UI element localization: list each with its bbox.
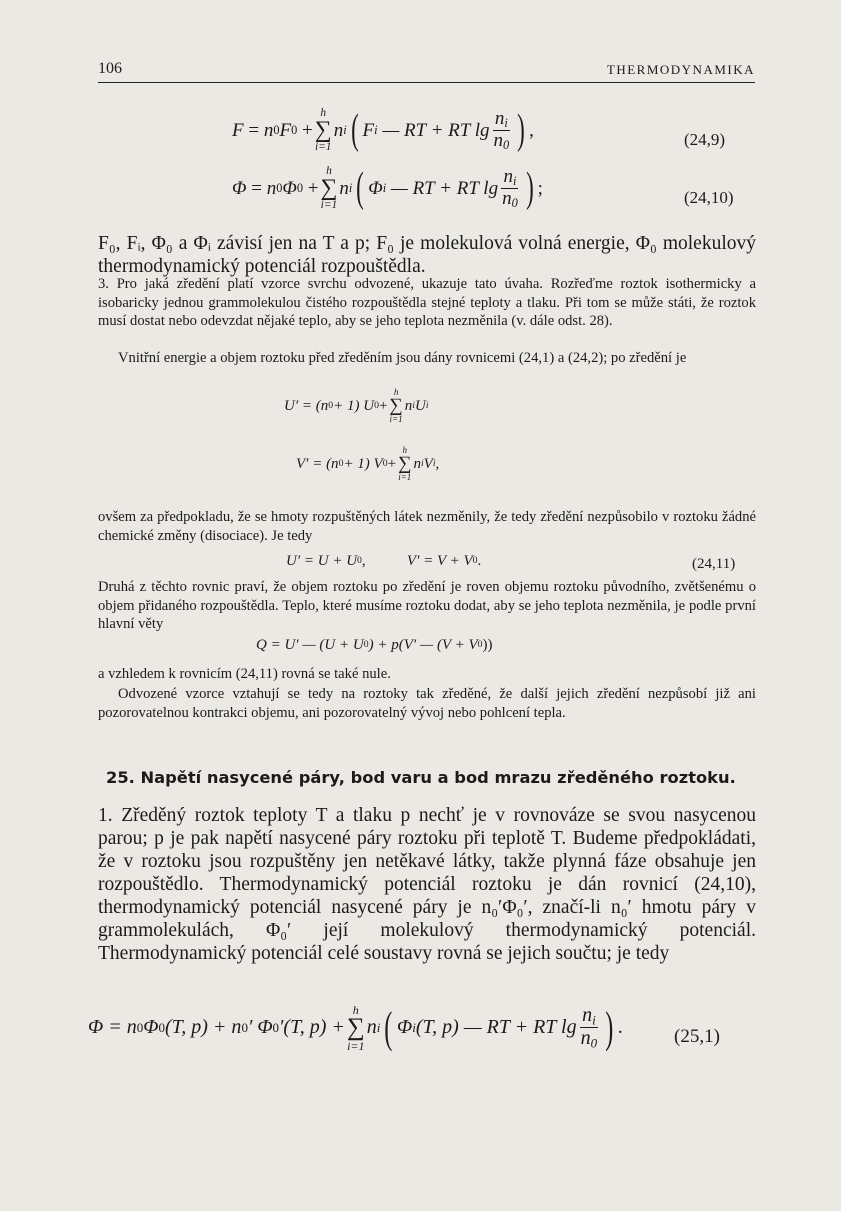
paragraph-assumption: ovšem za předpokladu, že se hmoty rozpuštěných látek nezměnily, že tedy zředění nezpůsobilo v roztoku žádné chemické změny (disociace). Je tedy [98,509,756,544]
equation-number-25-1: (25,1) [674,1026,720,1047]
summation-sign: h ∑ i=1 [314,107,332,153]
summation-sign: h ∑ i=1 [389,387,403,424]
section-heading-25: 25. Napětí nasycené páry, bod varu a bod mrazu zředěného roztoku. [106,768,736,787]
paragraph-zero-heat: a vzhledem k rovnicím (24,11) rovná se také nule. [98,666,391,682]
summation-sign: h ∑ i=1 [346,1003,365,1053]
paragraph-conclusion: Odvozené vzorce vztahují se tedy na roztoky tak zředěné, že další jejich zředění nezpůsobí již ani pozorovatelnou kontrakci objemu, ani pozorovatelný vývoj nebo pohlcení tepla. [98,686,756,721]
equation-25-1: Φ = n 0 Φ 0 (T, p) + n 0 ′ Φ 0 ′(T, p) + h ∑ i=1 n i ( Φ i (T, p) — RT + RT lg $\frac{n_i}{n_0}$ ) . [88,1002,623,1053]
summation-sign: h ∑ i=1 [398,445,412,482]
equation-24-11: U′ = U + U 0 , V′ = V + V 0 . [286,553,482,569]
paragraph-dependence: F₀, Fᵢ, Φ₀ a Φᵢ závisí jen na T a p; F₀ je molekulová volná energie, Φ₀ molekulový thermodynamický potenciál rozpouštědla. [98,233,756,277]
equation-number-24-9: (24,9) [684,130,726,149]
paragraph-saturated-vapour: 1. Zředěný roztok teploty T a tlaku p nechť je v rovnováze se svou nasycenou parou; p je pak napětí nasycené páry roztoku při teplotě T. Budeme předpokládati, že v roztoku jsou rozpuštěny jen netěkavé látky, takže plynná fáze obsahuje jen rozpouštědlo. Thermodynamický potenciál roztoku je dán rovnicí (24,10), thermodynamický potenciál nasycené páry je n₀′Φ₀′, značí-li n₀′ hmotu páry v grammolekulách, Φ₀′ její molekulový thermodynamický potenciál. Thermodynamický potenciál celé soustavy rovná se jejich součtu; je tedy [98,805,756,964]
paragraph-energy-volume: Vnitřní energie a objem roztoku před zředěním jsou dány rovnicemi (24,1) a (24,2); po zředění je [118,350,687,366]
equation-24-9: F = n 0 F 0 + h ∑ i=1 n i ( F i — RT + RT lg $\frac{n_i}{n_0}$ ) , [232,106,534,153]
running-title: THERMODYNAMIKA [606,62,755,77]
equation-heat-Q: Q = U′ — (U + U 0 ) + p(V′ — (V + V 0 )) [256,637,493,653]
equation-U-prime: U′ = (n 0 + 1) U 0 + h ∑ i=1 n i U i [284,387,429,424]
page-number: 106 [98,60,122,77]
equation-V-prime: V′ = (n 0 + 1) V 0 + h ∑ i=1 n i V i , [296,445,440,482]
running-header [98,60,755,83]
summation-sign: h ∑ i=1 [320,165,338,211]
equation-number-24-10: (24,10) [684,188,734,207]
equation-24-10: Φ = n 0 Φ 0 + h ∑ i=1 n i ( Φ i — RT + RT lg $\frac{n_i}{n_0}$ ) ; [232,164,543,211]
paragraph-volume-heat: Druhá z těchto rovnic praví, že objem roztoku po zředění je roven objemu roztoku původního, zvětšenému o objem přidaného rozpouštědla. Teplo, které musíme roztoku dodat, aby se jeho teplota nezměnila, je podle první hlavní věty [98,579,756,632]
equation-number-24-11: (24,11) [692,556,736,572]
paragraph-dilution-question: 3. Pro jaká zředění platí vzorce svrchu odvozené, ukazuje tato úvaha. Rozřeďme roztok isothermicky a isobaricky jednou grammolekulou čistého rozpouštědla stejné teploty a tlaku. Při tom se může státi, že roztok musí dostat nebo odevzdat nějaké teplo, aby se jeho teplota nezměnila (v. dále odst. 28). [98,276,756,329]
